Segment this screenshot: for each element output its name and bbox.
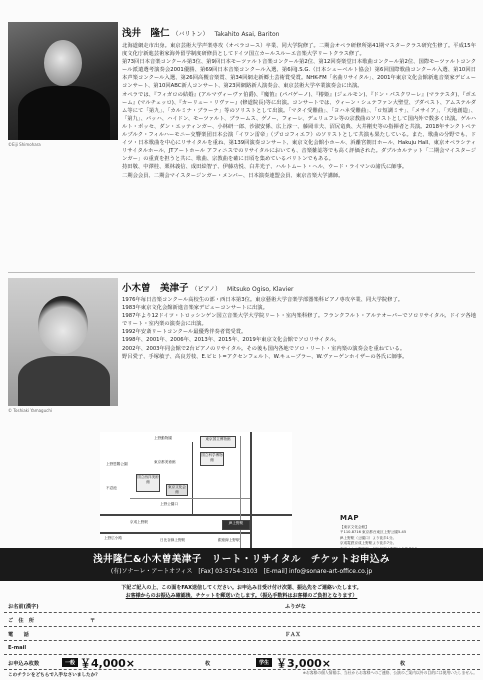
photo-credit: ©Eiji Shimohara: [8, 142, 41, 147]
map-label: 不忍池: [106, 486, 117, 490]
photo-credit: © Toshiaki Yamaguchi: [8, 408, 52, 413]
instruction-text: お客様からのお振込み確認後、チケットを郵送いたします。（振込手数料はお客様のご負担となります）: [125, 593, 358, 599]
student-badge: 学生: [256, 658, 272, 667]
question-label: このチラシをどちらで入手なさいましたか？: [8, 673, 100, 678]
section-divider: [8, 272, 475, 273]
name-label: お名前(漢字): [8, 604, 39, 610]
map-label: 東京都美術館: [154, 460, 176, 464]
bio-paragraph: 1987年より12ドイツ・トロッシンゲン国立音楽大学大学院リート・室内楽科修了。フランクフルト・アルテオーパーでソロリサイタル。ドイツ各地でリート・室内楽の演奏会に出演。: [122, 313, 476, 328]
map-label: 上野広小路: [104, 536, 122, 540]
email-label: E-mail: [8, 645, 27, 651]
bio-paragraph: 1998年、2001年、2006年、2013年、2015年、2019年東京文化会館でソロリサイタル。: [122, 337, 340, 344]
address-field[interactable]: [4, 626, 480, 627]
phone-fax-field[interactable]: [4, 640, 480, 641]
performer-name: [122, 280, 293, 294]
map-title: MAP: [340, 514, 360, 522]
postal-mark: 〒: [90, 618, 96, 624]
bio-paragraph: 第73回日本音楽コンクール第3位、第9回日本モーツァルト音楽コンクール第2位、第12回奏楽堂日本歌曲コンクール第2位、国際モーツァルトコンクール派遣選考演奏会2001優勝、第69回日本音楽コンクール入選、第6回J.S.G.（日本シューベルト協会）第6回国際歌曲コンクール入選、第10回日本声楽コンクール入選、第26回高槻音楽賞、第34回網走新郷土芸術賞受賞。NHK-FM「名曲リサイタル」、2001年東京文化会館新進音楽家デビューコンサート、第10回ABC新人コンサート、第23回網路新人演奏会、東京芸術大学卒業演奏会に出演。: [122, 59, 476, 90]
performer-roman-name: Takahito Asai, Bariton: [214, 31, 280, 38]
map-label: 上野公園口: [160, 502, 178, 506]
performer-roman-name: Mitsuko Ogiso, Klavier: [227, 286, 294, 293]
bio-paragraph: 1992年安斎リートコンクール最優秀伴奏者賞受賞。: [122, 329, 247, 336]
student-unit: 枚: [400, 661, 406, 667]
map-label: 銀座線上野駅: [218, 538, 240, 542]
performer-bio: [122, 42, 476, 180]
instruction-line: [0, 592, 483, 599]
student-price: ￥3,000×: [276, 657, 332, 670]
bio-paragraph: 1983年東京文化会館新進音楽家デビューコンサートに出演。: [122, 305, 268, 312]
furigana-label: ふりがな: [285, 604, 306, 610]
instruction-line: 下記ご記入の上、この面をFAX送信してください。お申込み日受け付け次第、振込先をご連絡いたします。: [121, 585, 362, 591]
general-unit: 枚: [205, 661, 211, 667]
banner-contact: (有)ソナーレ・アートオフィス [Fax] 03-5754-3103 [E-mail] info@sonare-art-office.co.jp: [110, 568, 373, 575]
bio-paragraph: 二期会会員、二期会マイスタージンガー・メンバー、日本演奏連盟会員、東京音楽大学講師。: [122, 172, 344, 179]
map-label: 国立科学博物館: [201, 453, 223, 462]
bio-paragraph: 2002年、2003年同会館で2台ピアノのリサイタル。その後も国内各地でソロ・リート・室内楽の演奏会を重ねている。: [122, 345, 406, 352]
performer-name: [122, 25, 279, 39]
performer-role: （バリトン）: [172, 31, 209, 38]
bio-paragraph: 持田敬、中澤桂、栗林義信、成田絵智子、伊藤功悦、白井光子、ハルトムート・ヘル、ウード・ライマンの諸氏に師事。: [122, 164, 408, 171]
bio-paragraph: オペラでは、『フィガロの結婚』(アルマヴィーヴァ伯爵)、『魔笛』(パパゲーノ)、『椿姫』(ジェルモン)、『ドン・パスクワーレ』(マラテスタ)、『ボエーム』(マルチェッロ)、『カーリュー・リヴァー』(修道院長)等に出演。コンサートでは、ウィーン・シュテファン大聖堂、ブダペスト、アムステルダム等にて「第九」、「カルミナ・ブラーナ」等のソリストとして出演。「マタイ受難曲」、「ヨハネ受難曲」、「ロ短調ミサ」、「メサイア」、「天地創造」、「第九」、バッハ、ハイドン、モーツァルト、ブラームス、ゲノー、フォーレ、デュリュフレ等の宗教曲のソリストとして国内外で数多く出演。ゲルハルト・ボッセ、ダン・エッティンガー、小林研一郎、沙淑安係、広上淳一、藤岡幸夫、沼尻竜典、大井剛史等の指揮者と共演。2018年サンクトペテルブルク・フィルハーモニー交響楽団日本公演「イワン雷帝」（プロコフィエフ）のソリストとして共演も果たしている。また、歌曲の分野でも、ドイツ・日本歌曲を中心にリサイタルを重ね、第139回演奏コンサート、東京文化会館小ホール、浜離宮朝日ホール、Hakuju Hall、東京オペラシティリサイタルホール、JTアートホール アフィニスでのリサイタルにおいても、音楽雑誌等でも高く評価された。ダブルカルテット「二期会マイスタージンガー」の重責を担うと共に、歌曲、宗教曲を確に日頃を集めているバリトンでもある。: [122, 91, 476, 163]
performer-name-text: 浅井 隆仁: [122, 28, 170, 39]
photo-ogiso: [8, 278, 118, 406]
access-line: 〒110-8716 東京都台東区上野公園5-45: [340, 530, 407, 535]
map-label: 京成上野駅: [130, 520, 148, 524]
map-label: JR上野駅: [228, 521, 244, 525]
map-label: 日比谷線上野駅: [160, 538, 186, 542]
access-line: 【東京文化会館】: [340, 525, 369, 529]
count-label: お申込み枚数: [8, 661, 40, 667]
general-badge: 一般: [62, 658, 78, 667]
email-field[interactable]: [4, 654, 480, 655]
performer-name-text: 小木曽 美津子: [122, 283, 189, 294]
address-label: ご 住 所: [8, 618, 34, 624]
phone-label: 電 話: [8, 632, 29, 638]
map-label: 東京国立博物館: [205, 437, 231, 441]
access-line: JR上野駅（公園口）より徒歩1分。: [340, 535, 397, 540]
bio-paragraph: 野呂愛子、手塚敏子、高良芳枝、E.ピヒト=アクセンフェルト、W.キューブラー、W.ヴァーゲンホイザーの各氏に師事。: [122, 353, 408, 360]
map-label: 上野動物園: [154, 436, 172, 440]
fax-label: ＦＡＸ: [285, 632, 301, 638]
map-label: 国立西洋美術館: [137, 475, 159, 484]
access-line: 京成電鉄京成上野駅より徒歩7分。: [340, 541, 397, 546]
bio-paragraph: 北海道網走市出身。東京芸術大学声楽専攻（オペラコース）卒業、同大学院修了。二期会オペラ研修所第41期マスタークラス研究生修了。平成15年度文化庁新進芸術家海外留学制度研修員としてドイツ国立カールスルーエ音楽大学リートクラス修了。: [122, 43, 476, 58]
performer-role: （ピアノ）: [191, 286, 222, 293]
banner-title: 浅井隆仁&小木曽美津子 リート・リサイタル チケットお申込み: [93, 554, 390, 565]
map-label: 上野恩賜公園: [106, 462, 128, 466]
general-price: ￥4,000×: [80, 657, 136, 670]
venue-map: [100, 432, 292, 548]
photo-asai: [8, 22, 118, 140]
privacy-note: ※お客様の個人情報は、当社からお客様へのご連絡、公演のご案内以外の目的には使用いたしません。: [302, 670, 477, 675]
bio-paragraph: 1976年毎日音楽コンクール高校生の部・西日本第3位。東京藝術大学音楽学部器楽科ピアノ専攻卒業、同大学院修了。: [122, 297, 404, 303]
name-field[interactable]: [4, 612, 480, 613]
performer-bio: [122, 296, 476, 361]
map-label: 東京文化会館: [168, 485, 186, 494]
